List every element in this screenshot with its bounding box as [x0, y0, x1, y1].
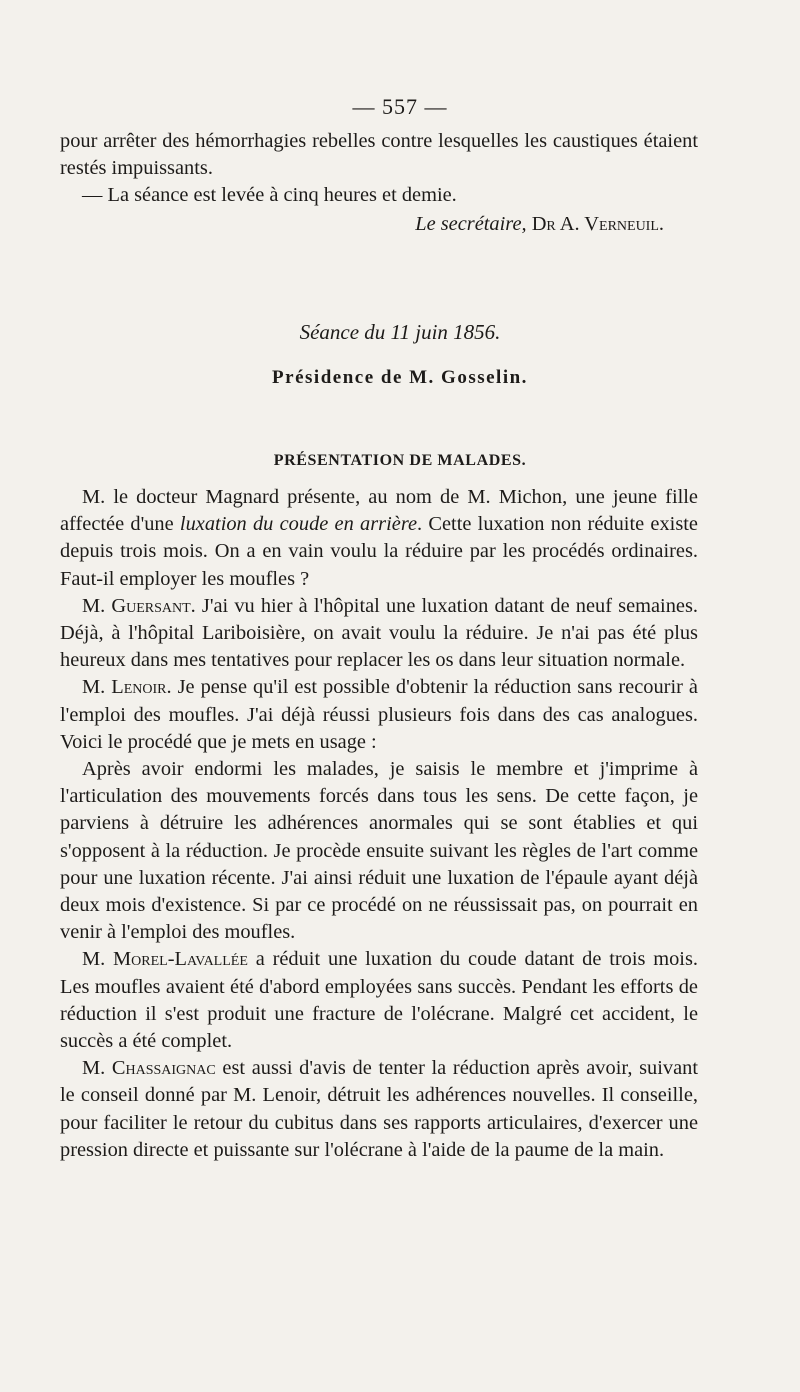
paragraph-lenoir	[60, 674, 698, 756]
speaker-chassaignac: M. Chassaignac	[82, 1057, 216, 1080]
top-continuation	[60, 128, 698, 238]
paragraph-guersant	[60, 593, 698, 675]
p3-text: Je pense qu'il est possible d'obtenir la réduction sans recourir à l'emploi des moufles. J'ai déjà réussi plusieurs fois dans des cas analogues. Voici le procédé que je mets en usage :	[60, 676, 698, 753]
paragraph-magnard	[60, 484, 698, 593]
speaker-morel-lavallee: M. Morel-Lavallée	[82, 948, 248, 971]
p5-text: a réduit une luxation du coude datant de trois mois. Les moufles avaient été d'abord employées sans succès. Pendant les efforts de réduction il s'est produit une fracture de l'olécrane. Malgré cet accident, le succès a été complet.	[60, 948, 699, 1053]
section-title: PRÉSENTATION DE MALADES.	[273, 452, 527, 469]
p1-italic: luxation du coude en arrière	[179, 513, 418, 536]
secretary-name: Dr A. Verneuil.	[526, 212, 664, 235]
paragraph-morel-lavallee	[60, 946, 698, 1055]
p1-text-b: . Cette luxation non réduite existe depuis trois mois. On a en vain voulu la réduire par les procédés ordinaires. Faut-il employer les moufles ?	[60, 513, 698, 590]
speaker-lenoir: M. Lenoir.	[82, 676, 172, 699]
session-heading: Séance du 11 juin 1856.	[299, 320, 501, 344]
secretary-title: Le secrétaire,	[415, 212, 527, 235]
paragraph-procedure: Après avoir endormi les malades, je saisis le membre et j'imprime à l'articulation des mouvements forcés dans tous les sens. De cette façon, je parviens à détruire les adhérences anormales qui se sont établies et qui s'opposent à la réduction. Je procède ensuite suivant les règles de l'art comme pour une luxation récente. J'ai ainsi réduit une luxation de l'épaule ayant déjà deux mois d'existence. Si par ce procédé on ne réussissait pas, on pourrait en venir à l'emploi des moufles.	[60, 758, 698, 944]
signature-line	[60, 210, 698, 238]
page-number: — 557 —	[352, 94, 448, 119]
main-text	[60, 484, 698, 1164]
paragraph-chassaignac	[60, 1055, 698, 1164]
speaker-guersant: M. Guersant.	[82, 594, 196, 617]
adjournment-line: — La séance est levée à cinq heures et demie.	[82, 184, 457, 207]
p6-text: est aussi d'avis de tenter la réduction après avoir, suivant le conseil donné par M. Lenoir, détruit les adhérences nouvelles. Il conseille, pour faciliter le retour du cubitus dans ses rapports articulaires, d'exercer une pression directe et puissante sur l'olécrane à l'aide de la paume de la main.	[60, 1057, 698, 1161]
p1-text-a: M. le docteur Magnard présente, au nom de M. Michon, une jeune fille affectée d'une	[60, 486, 698, 536]
presidency-line: Présidence de M. Gosselin.	[272, 367, 528, 388]
p2-text: J'ai vu hier à l'hôpital une luxation datant de neuf semaines. Déjà, à l'hôpital Lariboisière, on avait voulu la réduire. Je n'ai pas été plus heureux dans mes tentatives pour replacer les os dans leur situation normale.	[60, 594, 698, 672]
continued-paragraph: pour arrêter des hémorrhagies rebelles contre lesquelles les caustiques étaient restés impuissants.	[60, 130, 698, 180]
